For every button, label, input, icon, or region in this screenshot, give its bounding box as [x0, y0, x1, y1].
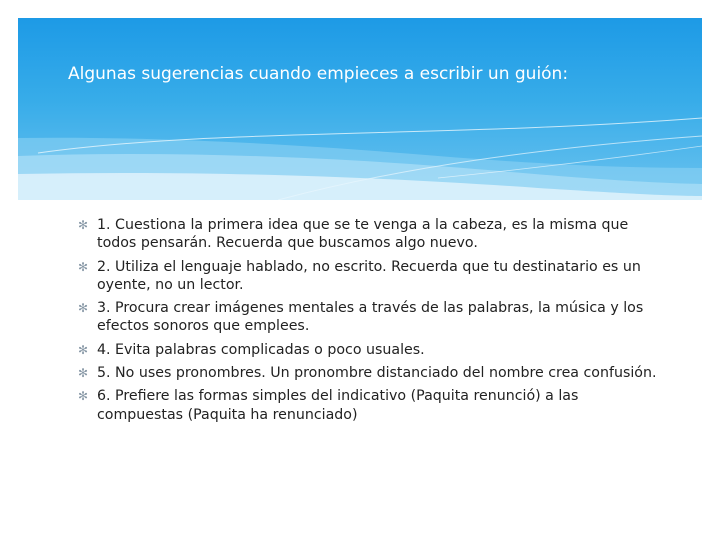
asterisk-icon: ✻: [78, 342, 89, 357]
asterisk-icon: ✻: [78, 218, 89, 232]
slide-title: Algunas sugerencias cuando empieces a escribir un guión:: [68, 64, 569, 84]
bullet-text: 5. No uses pronombres. Un pronombre distanciado del nombre crea confusión.: [97, 365, 657, 382]
bullet-item: [78, 364, 658, 382]
bullet-item: [78, 341, 658, 359]
bullet-text: 6. Prefiere las formas simples del indicativo (Paquita renunció) a las compuestas (Paquita ha renunciado): [97, 388, 579, 423]
header-band: [18, 18, 702, 200]
bullet-list: [78, 216, 658, 429]
bullet-item: [78, 216, 658, 253]
bullet-text: 2. Utiliza el lenguaje hablado, no escrito. Recuerda que tu destinatario es un oyente, no un lector.: [97, 258, 641, 293]
bullet-item: [78, 258, 658, 295]
asterisk-icon: ✻: [78, 389, 89, 404]
header-wave-decoration: [18, 18, 702, 200]
asterisk-icon: ✻: [78, 366, 89, 381]
bullet-item: [78, 387, 658, 424]
bullet-text: 3. Procura crear imágenes mentales a través de las palabras, la música y los efectos sonoros que emplees.: [97, 300, 644, 335]
asterisk-icon: ✻: [78, 259, 89, 274]
bullet-text: 4. Evita palabras complicadas o poco usuales.: [97, 341, 425, 358]
asterisk-icon: ✻: [78, 301, 89, 316]
bullet-text: 1. Cuestiona la primera idea que se te venga a la cabeza, es la misma que todos pensarán. Recuerda que buscamos algo nuevo.: [97, 217, 629, 252]
bullet-item: [78, 299, 658, 336]
